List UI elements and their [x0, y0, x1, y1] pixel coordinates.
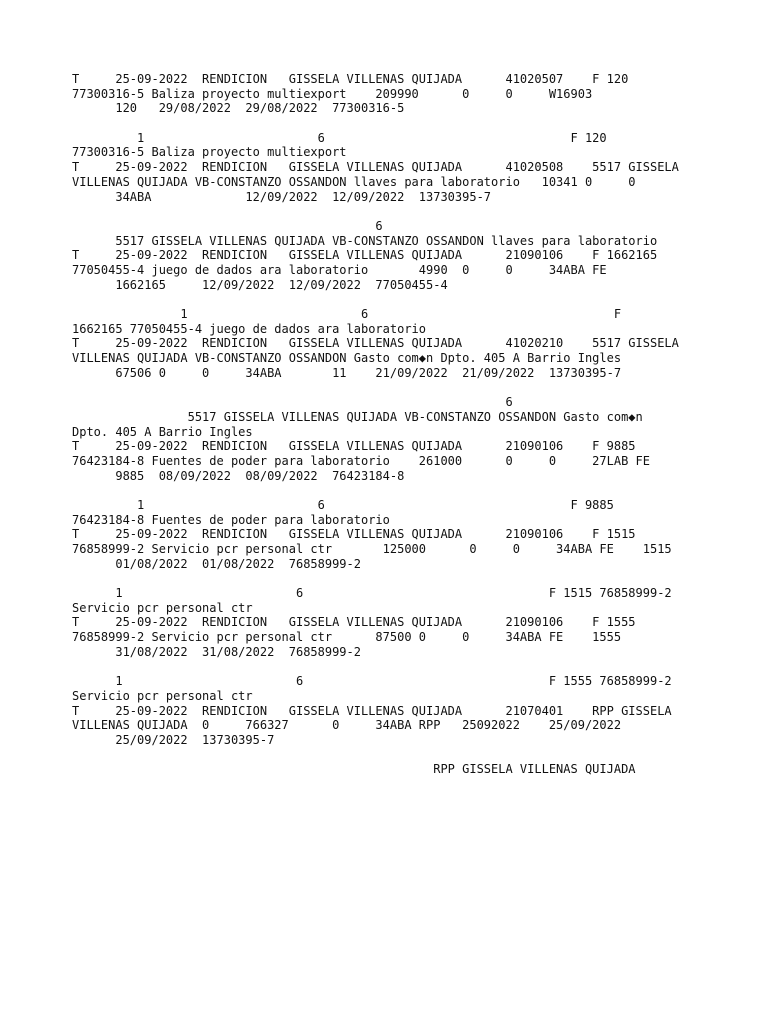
document-line: 77300316-5 Baliza proyecto multiexport 209990 0 0 W16903	[72, 86, 593, 101]
document-line	[72, 380, 712, 395]
document-line: 1 6 F	[72, 307, 622, 321]
document-line: T 25-09-2022 RENDICION GISSELA VILLENAS QUIJADA 21090106 F 1662165	[72, 248, 658, 263]
document-line: 1662165 12/09/2022 12/09/2022 77050455-4	[72, 277, 448, 292]
document-line: T 25-09-2022 RENDICION GISSELA VILLENAS QUIJADA 21070401 RPP GISSELA	[72, 703, 672, 718]
document-line: T 25-09-2022 RENDICION GISSELA VILLENAS QUIJADA 41020210 5517 GISSELA	[72, 336, 679, 351]
document-line: Servicio pcr personal ctr	[72, 688, 253, 703]
document-line: 1 6 F 120	[72, 130, 607, 145]
document-line: 1662165 77050455-4 juego de dados ara laboratorio	[72, 321, 427, 336]
document-line: 76858999-2 Servicio pcr personal ctr 125000 0 0 34ABA FE 1515	[72, 542, 672, 556]
document-line: T 25-09-2022 RENDICION GISSELA VILLENAS QUIJADA 21090106 F 9885	[72, 439, 636, 454]
document-line: 120 29/08/2022 29/08/2022 77300316-5	[72, 101, 405, 116]
document-line: Dpto. 405 A Barrio Ingles	[72, 424, 253, 439]
document-line: T 25-09-2022 RENDICION GISSELA VILLENAS QUIJADA 21090106 F 1515	[72, 527, 636, 542]
document-line: 25/09/2022 13730395-7	[72, 732, 275, 747]
document-line: 76858999-2 Servicio pcr personal ctr 87500 0 0 34ABA FE 1555	[72, 630, 622, 645]
document-page	[72, 72, 712, 777]
document-line: 77050455-4 juego de dados ara laboratorio 4990 0 0 34ABA FE	[72, 262, 607, 277]
document-line: VILLENAS QUIJADA 0 766327 0 34ABA RPP 25092022 25/09/2022	[72, 718, 622, 733]
document-line: 5517 GISSELA VILLENAS QUIJADA VB-CONSTANZO OSSANDON llaves para laboratorio	[72, 233, 658, 248]
document-line: 31/08/2022 31/08/2022 76858999-2	[72, 644, 361, 659]
document-line: T 25-09-2022 RENDICION GISSELA VILLENAS QUIJADA 21090106 F 1555	[72, 615, 636, 630]
document-line: RPP GISSELA VILLENAS QUIJADA	[72, 762, 636, 777]
document-line: 34ABA 12/09/2022 12/09/2022 13730395-7	[72, 189, 492, 204]
document-line: T 25-09-2022 RENDICION GISSELA VILLENAS QUIJADA 41020508 5517 GISSELA	[72, 160, 679, 175]
document-line	[72, 292, 712, 307]
document-line: 67506 0 0 34ABA 11 21/09/2022 21/09/2022 13730395-7	[72, 365, 622, 380]
document-line	[72, 660, 712, 675]
document-line: Servicio pcr personal ctr	[72, 600, 253, 615]
document-line	[72, 748, 712, 763]
document-line: 5517 GISSELA VILLENAS QUIJADA VB-CONSTANZO OSSANDON Gasto com◆n	[72, 409, 643, 424]
document-line	[72, 116, 712, 131]
document-line: VILLENAS QUIJADA VB-CONSTANZO OSSANDON llaves para laboratorio 10341 0 0	[72, 174, 636, 189]
document-line: 6	[72, 218, 383, 233]
document-line: T 25-09-2022 RENDICION GISSELA VILLENAS QUIJADA 41020507 F 120	[72, 72, 629, 86]
document-line: 9885 08/09/2022 08/09/2022 76423184-8	[72, 468, 405, 483]
document-line: 01/08/2022 01/08/2022 76858999-2	[72, 556, 361, 571]
document-line: 6	[72, 395, 513, 410]
document-line: VILLENAS QUIJADA VB-CONSTANZO OSSANDON Gasto com◆n Dpto. 405 A Barrio Ingles	[72, 351, 622, 366]
document-line	[72, 204, 712, 219]
document-line: 1 6 F 1515 76858999-2	[72, 586, 672, 601]
document-line: 1 6 F 1555 76858999-2	[72, 674, 672, 689]
document-line: 76423184-8 Fuentes de poder para laboratorio	[72, 512, 390, 527]
document-line	[72, 571, 712, 586]
document-line: 1 6 F 9885	[72, 497, 614, 512]
document-line	[72, 483, 712, 498]
document-line: 76423184-8 Fuentes de poder para laboratorio 261000 0 0 27LAB FE	[72, 453, 650, 468]
document-line: 77300316-5 Baliza proyecto multiexport	[72, 145, 347, 160]
